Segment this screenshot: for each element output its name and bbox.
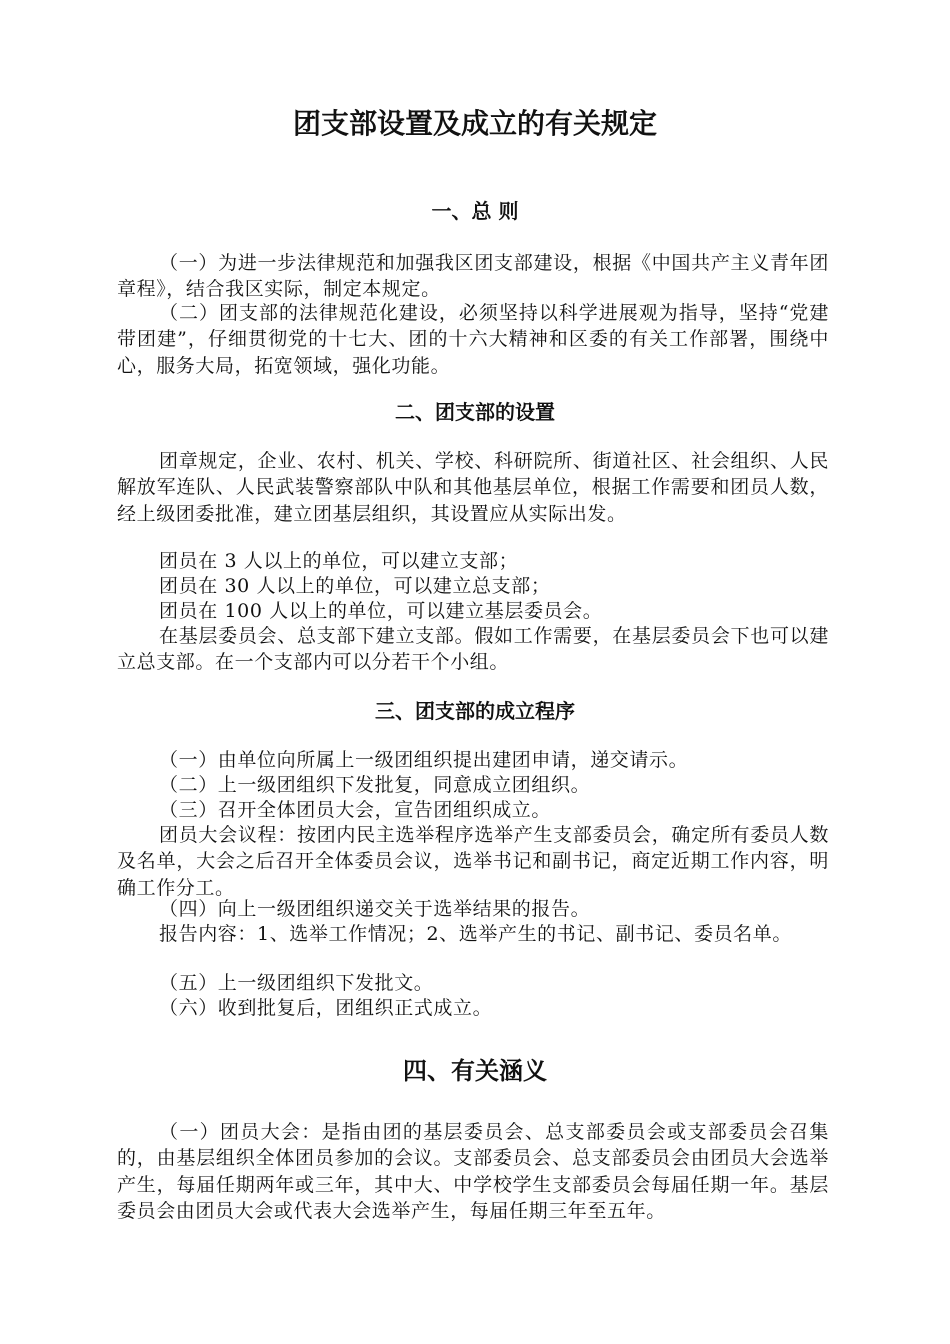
document-title: 团支部设置及成立的有关规定: [292, 107, 657, 140]
paragraph: （二）团支部的法律规范化建设，必须坚持以科学进展观为指导，坚持“党建带团建”，仔细贯彻党的十七大、团的十六大精神和区委的有关工作部署，围绕中心，服务大局，拓宽领域，强化功能。: [117, 302, 829, 377]
paragraph: 团员大会议程：按团内民主选举程序选举产生支部委员会，确定所有委员人数及名单，大会之后召开全体委员会议，选举书记和副书记，商定近期工作内容，明确工作分工。: [117, 824, 829, 899]
paragraph: （六）收到批复后，团组织正式成立。: [159, 997, 493, 1019]
paragraph: （二）上一级团组织下发批复，同意成立团组织。: [159, 774, 591, 796]
paragraph: 团员在 3 人以上的单位，可以建立支部；: [159, 550, 519, 572]
paragraph: （一）为进一步法律规范和加强我区团支部建设，根据《中国共产主义青年团章程》，结合我区实际，制定本规定。: [117, 252, 829, 301]
paragraph: （一）由单位向所属上一级团组织提出建团申请，递交请示。: [159, 749, 689, 771]
section-heading-procedure: 三、团支部的成立程序: [375, 699, 575, 723]
paragraph: 团章规定，企业、农村、机关、学校、科研院所、街道社区、社会组织、人民解放军连队、人民武装警察部队中队和其他基层单位，根据工作需要和团员人数，经上级团委批准，建立团基层组织，其设置应从实际出发。: [117, 450, 829, 525]
paragraph: （一）团员大会：是指由团的基层委员会、总支部委员会或支部委员会召集的，由基层组织全体团员参加的会议。支部委员会、总支部委员会由团员大会选举产生，每届任期两年或三年，其中大、中学校学生支部委员会每届任期一年。基层委员会由团员大会或代表大会选举产生，每届任期三年至五年。: [117, 1121, 829, 1223]
paragraph: （四）向上一级团组织递交关于选举结果的报告。: [159, 898, 591, 920]
paragraph: （五）上一级团组织下发批文。: [159, 972, 434, 994]
paragraph: （三）召开全体团员大会，宣告团组织成立。: [159, 799, 552, 821]
paragraph: 在基层委员会、总支部下建立支部。假如工作需要，在基层委员会下也可以建立总支部。在一个支部内可以分若干个小组。: [117, 625, 829, 674]
paragraph: 团员在 30 人以上的单位，可以建立总支部；: [159, 575, 551, 597]
paragraph: 报告内容：1、选举工作情况；2、选举产生的书记、副书记、委员名单。: [159, 923, 792, 945]
paragraph: 团员在 100 人以上的单位，可以建立基层委员会。: [159, 600, 603, 622]
section-heading-general: 一、总 则: [431, 199, 519, 223]
section-heading-definitions: 四、有关涵义: [403, 1057, 547, 1085]
section-heading-setup: 二、团支部的设置: [395, 400, 555, 424]
